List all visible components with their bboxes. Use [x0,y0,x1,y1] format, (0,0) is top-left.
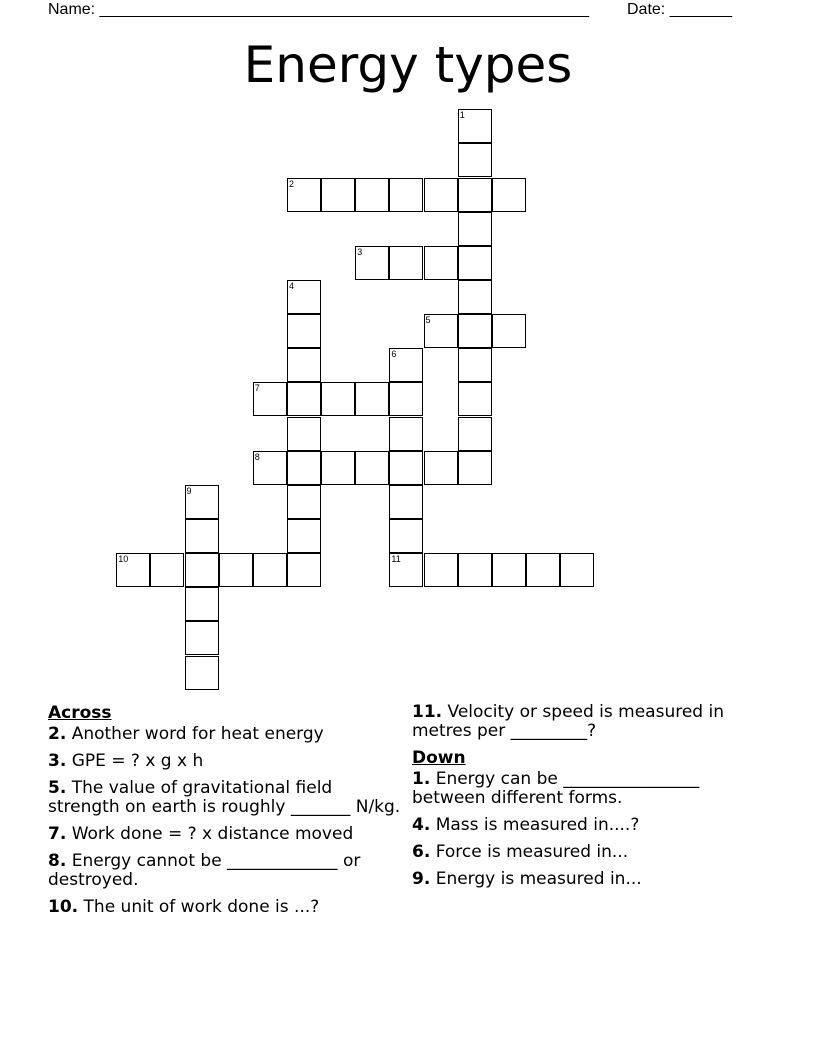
cell-number: 6 [391,349,397,360]
crossword-cell[interactable] [355,382,389,416]
cell-number: 4 [288,280,294,291]
clue-text: Energy cannot be _____________ or destroyed. [48,851,361,890]
clue-number: 6. [412,842,431,862]
across-heading: Across [48,703,112,723]
crossword-cell[interactable] [287,314,321,348]
crossword-cell[interactable] [389,417,423,451]
crossword-cell[interactable] [458,382,492,416]
crossword-cell[interactable] [424,553,458,587]
crossword-cell[interactable] [458,178,492,212]
crossword-cell[interactable] [287,417,321,451]
crossword-cell[interactable] [287,519,321,553]
clue-down-9 [412,870,762,889]
name-field[interactable]: Name: _______________________________________________________ [48,1,589,18]
crossword-cell[interactable] [458,553,492,587]
cell-number: 7 [254,383,260,394]
crossword-cell[interactable] [424,314,458,348]
clue-text: Work done = ? x distance moved [71,824,354,844]
crossword-cell[interactable] [389,348,423,382]
cell-number: 3 [357,246,363,257]
crossword-cell[interactable] [560,553,594,587]
crossword-cell[interactable] [389,382,423,416]
clue-text: Energy can be ________________ between different forms. [412,769,700,808]
crossword-cell[interactable] [458,109,492,143]
clue-text: Velocity or speed is measured in metres per _________? [412,702,724,741]
clues-left-column [48,704,408,917]
crossword-cell[interactable] [458,417,492,451]
clue-across-2 [48,725,408,744]
crossword-cell[interactable] [389,451,423,485]
clue-text: The unit of work done is ...? [83,897,320,917]
crossword-cell[interactable] [185,621,219,655]
clue-across-11 [412,703,762,741]
crossword-cell[interactable] [253,553,287,587]
clue-text: Energy is measured in... [435,869,642,889]
crossword-cell[interactable] [458,314,492,348]
date-field[interactable]: Date: _______ [627,1,732,18]
clue-down-6 [412,843,762,862]
crossword-cell[interactable] [253,451,287,485]
crossword-cell[interactable] [287,348,321,382]
crossword-cell[interactable] [389,519,423,553]
crossword-cell[interactable] [253,382,287,416]
crossword-cell[interactable] [458,348,492,382]
crossword-cell[interactable] [389,178,423,212]
clue-across-10 [48,898,408,917]
crossword-cell[interactable] [321,178,355,212]
cell-number: 11 [391,554,401,565]
clue-across-8 [48,852,408,890]
crossword-cell[interactable] [321,382,355,416]
crossword-cell[interactable] [389,485,423,519]
crossword-cell[interactable] [458,451,492,485]
crossword-cell[interactable] [185,656,219,690]
crossword-cell[interactable] [389,553,423,587]
crossword-cell[interactable] [287,382,321,416]
crossword-cell[interactable] [424,178,458,212]
clue-text: Force is measured in... [435,842,629,862]
crossword-cell[interactable] [355,246,389,280]
crossword-cell[interactable] [287,280,321,314]
crossword-cell[interactable] [458,143,492,177]
clues-right-column [412,703,762,889]
clue-text: Another word for heat energy [71,724,324,744]
crossword-cell[interactable] [424,246,458,280]
cell-number: 1 [459,110,465,121]
clue-text: GPE = ? x g x h [71,751,204,771]
crossword-cell[interactable] [492,178,526,212]
crossword-cell[interactable] [116,553,150,587]
clue-text: Mass is measured in....? [435,815,640,835]
clue-down-1 [412,770,762,808]
clue-across-3 [48,752,408,771]
crossword-cell[interactable] [355,178,389,212]
clue-number: 10. [48,897,79,917]
crossword-cell[interactable] [185,485,219,519]
cell-number: 5 [425,315,431,326]
crossword-cell[interactable] [526,553,560,587]
cell-number: 9 [186,485,192,496]
crossword-cell[interactable] [458,280,492,314]
crossword-cell[interactable] [185,587,219,621]
cell-number: 8 [254,451,260,462]
clue-text: The value of gravitational field strength on earth is roughly _______ N/kg. [48,778,401,817]
crossword-cell[interactable] [185,553,219,587]
clue-number: 4. [412,815,431,835]
crossword-cell[interactable] [287,178,321,212]
clue-number: 11. [412,702,443,722]
cell-number: 2 [288,178,294,189]
cell-number: 10 [118,554,129,565]
crossword-cell[interactable] [424,451,458,485]
page-title: Energy types [243,36,573,94]
crossword-cell[interactable] [185,519,219,553]
crossword-cell[interactable] [287,451,321,485]
crossword-cell[interactable] [492,314,526,348]
clue-down-4 [412,816,762,835]
clue-number: 2. [48,724,67,744]
clue-number: 1. [412,769,431,789]
clue-number: 5. [48,778,67,798]
clue-across-5 [48,779,408,817]
crossword-cell[interactable] [458,212,492,246]
crossword-cell[interactable] [287,485,321,519]
crossword-cell[interactable] [389,246,423,280]
crossword-cell[interactable] [355,451,389,485]
clue-number: 9. [412,869,431,889]
clue-number: 3. [48,751,67,771]
clue-across-7 [48,825,408,844]
crossword-cell[interactable] [287,553,321,587]
crossword-cell[interactable] [458,246,492,280]
down-heading: Down [412,748,466,768]
crossword-cell[interactable] [150,553,184,587]
crossword-cell[interactable] [219,553,253,587]
clue-number: 8. [48,851,67,871]
crossword-cell[interactable] [321,451,355,485]
clue-number: 7. [48,824,67,844]
crossword-cell[interactable] [492,553,526,587]
